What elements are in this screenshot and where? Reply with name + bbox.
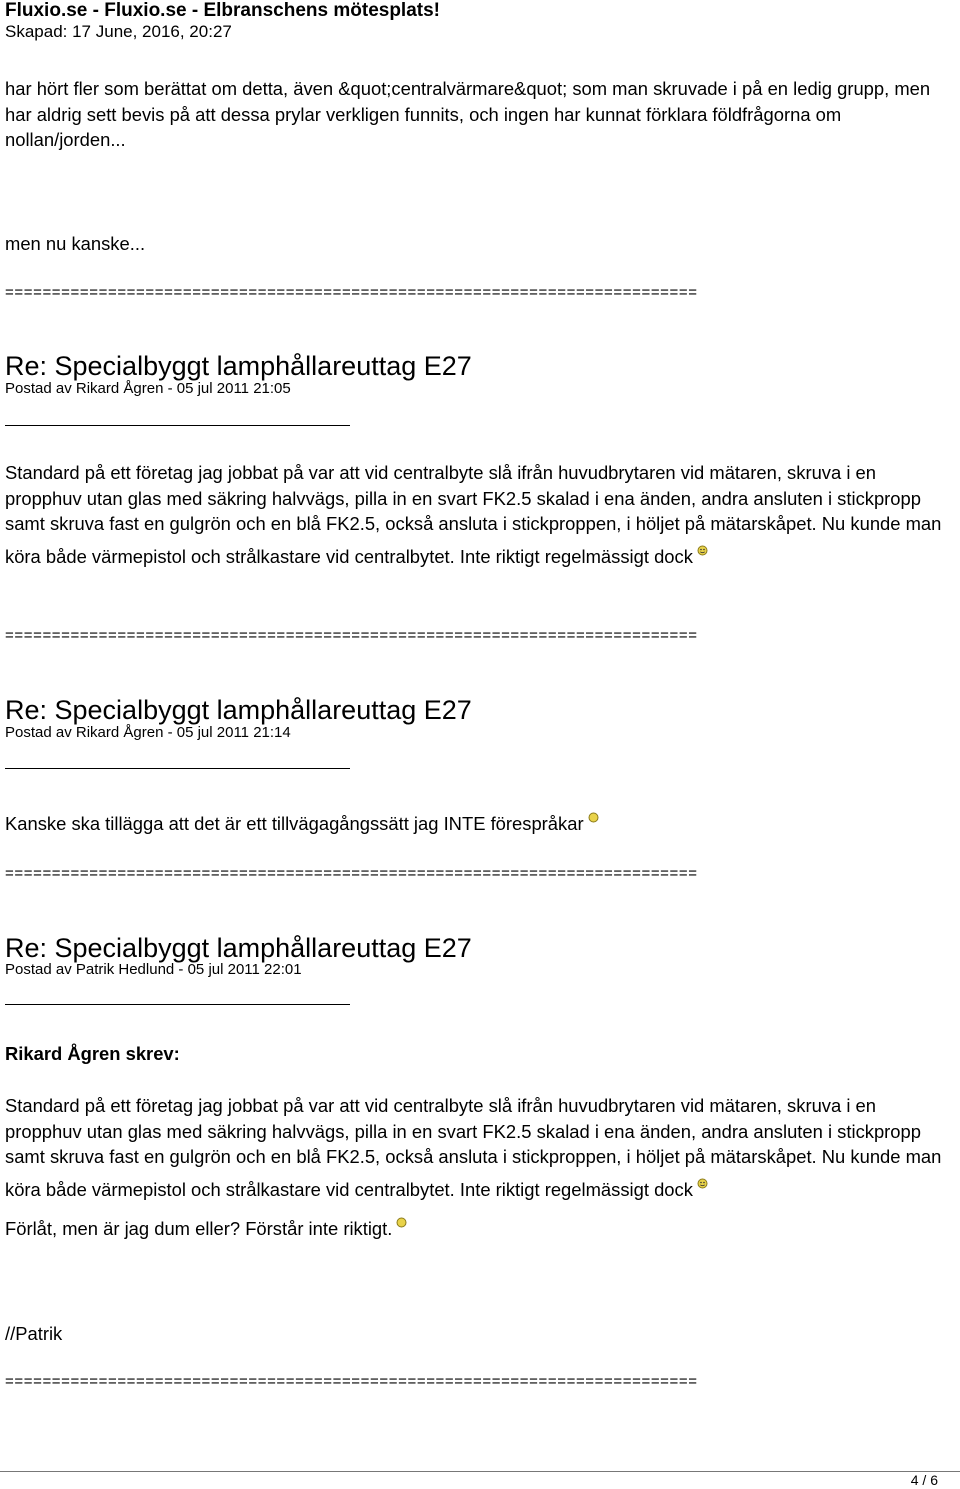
separator: ========================================================================== <box>5 627 698 644</box>
post-title: Re: Specialbyggt lamphållareuttag E27 <box>5 695 472 725</box>
document-header <box>5 0 440 42</box>
smiley-icon <box>588 804 599 830</box>
signature: //Patrik <box>5 1323 63 1344</box>
post-meta: Postad av Rikard Ågren - 05 jul 2011 21:14 <box>5 724 291 741</box>
reply-text <box>5 1209 955 1242</box>
post-rule <box>5 1004 350 1005</box>
post-title: Re: Specialbyggt lamphållareuttag E27 <box>5 933 472 963</box>
page-number: 4 / 6 <box>910 1472 938 1488</box>
post-meta: Postad av Patrik Hedlund - 05 jul 2011 22:01 <box>5 961 302 978</box>
post-body <box>5 804 955 837</box>
site-title: Fluxio.se - Fluxio.se - Elbranschens mötesplats! <box>5 0 440 21</box>
reply-body: Förlåt, men är jag dum eller? Förstår inte riktigt. <box>5 1218 393 1240</box>
post-title: Re: Specialbyggt lamphållareuttag E27 <box>5 351 472 381</box>
smiley-icon <box>697 537 708 563</box>
intro-text: har hört fler som berättat om detta, även &quot;centralvärmare&quot; som man skruvade i på en ledig grupp, men har aldrig sett bevis på att dessa prylar verkligen funnits, och ingen har kunnat förklara földfrågorna om nollan/jorden... <box>5 78 931 150</box>
post-rule <box>5 425 350 426</box>
smiley-icon <box>396 1209 407 1235</box>
post-body-text: Standard på ett företag jag jobbat på var att vid centralbyte slå ifrån huvudbrytaren vid mätaren, skruva i en propphuv utan glas med säkring halvvägs, pilla in en svart FK2.5 skalad i ena änden, andra ansluten i stickpropp samt skruva fast en gulgrön och en blå FK2.5, också ansluta i stickproppen, i höljet på mätarskåpet. Nu kunde man köra både värmepistol och strålkastare vid centralbytet. Inte riktigt regelmässigt dock <box>5 462 942 567</box>
separator: ========================================================================== <box>5 1373 698 1390</box>
smiley-icon <box>697 1170 708 1196</box>
quote-body-text: Standard på ett företag jag jobbat på var att vid centralbyte slå ifrån huvudbrytaren vid mätaren, skruva i en propphuv utan glas med säkring halvvägs, pilla in en svart FK2.5 skalad i ena änden, andra ansluten i stickpropp samt skruva fast en gulgrön och en blå FK2.5, också ansluta i stickproppen, i höljet på mätarskåpet. Nu kunde man köra både värmepistol och strålkastare vid centralbytet. Inte riktigt regelmässigt dock <box>5 1095 942 1200</box>
post-body-text: Kanske ska tillägga att det är ett tillvägagångssätt jag INTE förespråkar <box>5 813 584 835</box>
quote-body <box>5 1093 955 1202</box>
footer-rule <box>0 1471 960 1472</box>
post-meta: Postad av Rikard Ågren - 05 jul 2011 21:05 <box>5 380 291 397</box>
intro-closing: men nu kanske... <box>5 233 146 254</box>
separator: ========================================================================== <box>5 865 698 882</box>
created-date: Skapad: 17 June, 2016, 20:27 <box>5 22 232 41</box>
separator: ========================================================================== <box>5 284 698 301</box>
quote-author: Rikard Ågren skrev: <box>5 1043 180 1064</box>
post-body <box>5 460 955 569</box>
post-rule <box>5 768 350 769</box>
